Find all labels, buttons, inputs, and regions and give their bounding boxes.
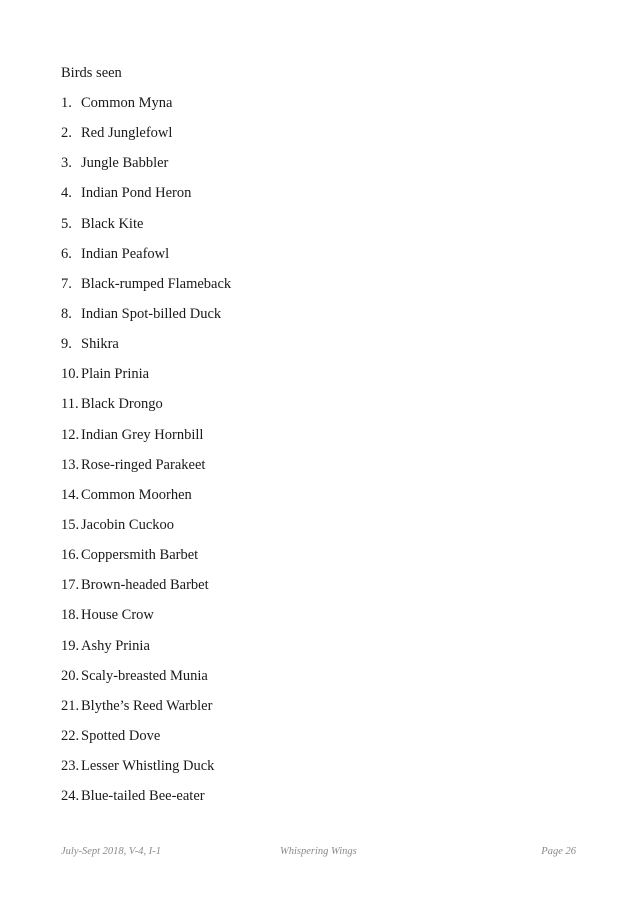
list-number: 15. xyxy=(61,516,80,533)
list-number: 14. xyxy=(61,486,80,503)
bird-name: Shikra xyxy=(81,336,119,353)
list-number: 18. xyxy=(61,607,80,624)
list-item xyxy=(61,364,231,394)
list-item xyxy=(61,696,231,726)
bird-name: Jungle Babbler xyxy=(81,155,169,172)
page-footer xyxy=(61,846,576,862)
list-item xyxy=(61,183,231,213)
bird-name: Jacobin Cuckoo xyxy=(81,516,175,533)
footer-page-number: Page 26 xyxy=(541,846,576,857)
list-number: 19. xyxy=(61,637,80,654)
list-item xyxy=(61,756,231,786)
list-number: 10. xyxy=(61,366,80,383)
list-item xyxy=(61,636,231,666)
list-item xyxy=(61,304,231,334)
list-number: 17. xyxy=(61,577,80,594)
list-number: 20. xyxy=(61,667,80,684)
list-number: 2. xyxy=(61,125,72,142)
list-number: 16. xyxy=(61,547,80,564)
bird-name: Lesser Whistling Duck xyxy=(81,758,215,775)
list-item xyxy=(61,605,231,635)
bird-name: Common Moorhen xyxy=(81,486,192,503)
list-item xyxy=(61,123,231,153)
bird-name: Red Junglefowl xyxy=(81,125,173,142)
list-item xyxy=(61,575,231,605)
list-item xyxy=(61,153,231,183)
bird-name: Blue-tailed Bee-eater xyxy=(81,788,205,805)
list-item xyxy=(61,545,231,575)
bird-name: Brown-headed Barbet xyxy=(81,577,209,594)
list-item xyxy=(61,515,231,545)
bird-name: Indian Pond Heron xyxy=(81,185,192,202)
list-number: 6. xyxy=(61,245,72,262)
bird-name: Spotted Dove xyxy=(81,727,161,744)
list-number: 9. xyxy=(61,336,72,353)
list-number: 24. xyxy=(61,788,80,805)
bird-name: Common Myna xyxy=(81,95,173,111)
list-item xyxy=(61,726,231,756)
bird-name: Indian Spot-billed Duck xyxy=(81,305,222,322)
list-number: 8. xyxy=(61,305,72,322)
bird-name: Indian Grey Hornbill xyxy=(81,426,204,443)
list-item xyxy=(61,394,231,424)
bird-name: Plain Prinia xyxy=(81,366,150,383)
bird-name: Black Drongo xyxy=(81,396,163,413)
list-number: 12. xyxy=(61,426,80,443)
bird-name: Black-rumped Flameback xyxy=(81,275,232,292)
list-item xyxy=(61,274,231,304)
footer-issue-info: July-Sept 2018, V-4, I-1 xyxy=(61,846,162,857)
list-item xyxy=(61,244,231,274)
list-item xyxy=(61,786,231,816)
list-number: 22. xyxy=(61,727,80,744)
list-item xyxy=(61,214,231,244)
bird-name: Ashy Prinia xyxy=(81,637,150,654)
list-number: 21. xyxy=(61,697,80,714)
list-item xyxy=(61,666,231,696)
list-number: 3. xyxy=(61,155,72,172)
bird-list xyxy=(61,93,231,816)
list-item xyxy=(61,485,231,515)
list-number: 1. xyxy=(61,95,72,111)
list-number: 11. xyxy=(61,396,79,413)
list-item xyxy=(61,425,231,455)
list-number: 5. xyxy=(61,215,72,232)
list-number: 23. xyxy=(61,758,80,775)
list-item xyxy=(61,93,231,123)
section-heading: Birds seen xyxy=(61,65,122,81)
bird-name: Black Kite xyxy=(81,215,144,232)
bird-name: Rose-ringed Parakeet xyxy=(81,456,206,473)
footer-publication-title: Whispering Wings xyxy=(280,846,357,857)
list-item xyxy=(61,455,231,485)
list-number: 7. xyxy=(61,275,72,292)
bird-name: Coppersmith Barbet xyxy=(81,547,199,564)
list-number: 13. xyxy=(61,456,80,473)
list-item xyxy=(61,334,231,364)
bird-name: Indian Peafowl xyxy=(81,245,170,262)
bird-name: House Crow xyxy=(81,607,154,624)
bird-name: Blythe’s Reed Warbler xyxy=(81,697,213,714)
list-number: 4. xyxy=(61,185,72,202)
bird-name: Scaly-breasted Munia xyxy=(81,667,208,684)
